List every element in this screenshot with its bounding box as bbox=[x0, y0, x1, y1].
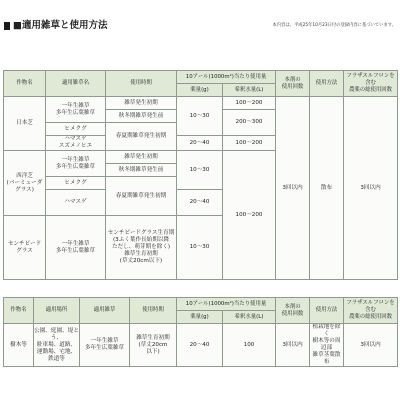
col-header-place: 適用場所 bbox=[34, 298, 80, 324]
water-cell: 200〜300 bbox=[223, 110, 276, 136]
usage-table-turf bbox=[3, 70, 398, 280]
drug-cell: 10〜30 bbox=[177, 97, 223, 136]
crop-cell: 西洋芝 (バーミューダ グラス) bbox=[4, 151, 46, 216]
registration-note: 本内容は、平成25年10月23日付の登録内容に基づいています。 bbox=[272, 23, 396, 28]
timing-cell: 春夏期雑草発生初期 bbox=[106, 123, 177, 151]
col-header-weeds: 適用雑草 bbox=[80, 298, 130, 324]
table-header-row bbox=[4, 71, 398, 84]
timing-cell: センチピードグラス生育期 (3ふく葉作長始期以降 ただし、萌芽期を除く) 雑草生育初期 (草丈20cm以下) bbox=[106, 216, 177, 280]
timing-cell: 雑草生育初期 (草丈20cm 以下) bbox=[130, 324, 177, 367]
drug-cell: 20〜40 bbox=[177, 190, 223, 216]
section-title: ■適用雑草と使用方法 bbox=[13, 20, 108, 31]
weeds-cell: 一年生雑草 多年生広葉雑草 bbox=[80, 324, 130, 367]
drug-cell: 10〜30 bbox=[177, 151, 223, 190]
water-cell: 100 bbox=[223, 324, 276, 367]
water-cell: 100〜200 bbox=[223, 136, 276, 151]
col-header-total: フラザスルフロンを含む 農薬の総使用回数 bbox=[344, 298, 398, 324]
table-header-row bbox=[4, 298, 398, 311]
col-header-method: 使用方法 bbox=[310, 71, 344, 97]
timing-cell: 雑草発生初期 bbox=[106, 97, 177, 110]
timing-cell: 秋冬期雑草発生前 bbox=[106, 110, 177, 123]
table-row bbox=[4, 324, 398, 367]
timing-cell: 春夏期雑草発生初期 bbox=[106, 177, 177, 216]
crop-cell: 日本芝 bbox=[4, 97, 46, 151]
col-header-per10a: 10アール(1000m²)当たり使用量 bbox=[177, 71, 276, 84]
crop-cell: センチピード グラス bbox=[4, 216, 46, 280]
timing-cell: 雑草発生初期 bbox=[106, 151, 177, 164]
place-cell: 公園、庭園、堤とう、 駐車場、道路、 運動場、宅地、 鉄道等 bbox=[34, 324, 80, 367]
square-bullet-icon bbox=[4, 22, 10, 30]
col-header-times: 本剤の 使用回数 bbox=[276, 71, 310, 97]
col-header-water: 希釈水量(L) bbox=[223, 84, 276, 97]
crop-cell: 樹木等 bbox=[4, 324, 34, 367]
weeds-cell: 一年生雑草 多年生広葉雑草 bbox=[46, 216, 106, 280]
total-cell: 3回以内 bbox=[344, 324, 398, 367]
weeds-cell: 一年生雑草 多年生広葉雑草 bbox=[46, 97, 106, 123]
drug-cell: 20〜40 bbox=[177, 324, 223, 367]
col-header-per10a: 10アール(1000m²)当たり使用量 bbox=[177, 298, 276, 311]
usage-table-trees bbox=[3, 297, 398, 367]
water-cell: 100〜200 bbox=[223, 97, 276, 110]
section-header bbox=[4, 20, 396, 34]
total-cell: 3回以内 bbox=[344, 97, 398, 280]
water-cell: 100〜200 bbox=[223, 151, 276, 280]
times-cell: 3回以内 bbox=[276, 324, 310, 367]
col-header-drug: 薬量(g) bbox=[177, 84, 223, 97]
weeds-cell: ハマスゲ bbox=[46, 190, 106, 216]
weeds-cell: ヒメクグ bbox=[46, 123, 106, 136]
method-cell: 植栽地を除く 樹木等の周辺部 雑草茎葉散布 bbox=[310, 324, 344, 367]
col-header-drug: 薬量(g) bbox=[177, 311, 223, 324]
col-header-crop: 作物名 bbox=[4, 71, 46, 97]
drug-cell: 10〜30 bbox=[177, 216, 223, 280]
weeds-cell: 一年生雑草 多年生広葉雑草 bbox=[46, 151, 106, 177]
table-row bbox=[4, 97, 398, 110]
times-cell: 3回以内 bbox=[276, 97, 310, 280]
col-header-times: 本剤の 使用回数 bbox=[276, 298, 310, 324]
col-header-weeds: 適用雑草名 bbox=[46, 71, 106, 97]
col-header-total: フラザスルフロンを含む 農薬の総使用回数 bbox=[344, 71, 398, 97]
drug-cell: 20〜40 bbox=[177, 136, 223, 151]
col-header-method: 使用方法 bbox=[310, 298, 344, 324]
weeds-cell: ハマスゲ スズメノヒエ bbox=[46, 136, 106, 151]
col-header-water: 希釈水量(L) bbox=[223, 311, 276, 324]
timing-cell: 秋冬期雑草発生前 bbox=[106, 164, 177, 177]
weeds-cell: ヒメクグ bbox=[46, 177, 106, 190]
method-cell: 散布 bbox=[310, 97, 344, 280]
col-header-timing: 使用時期 bbox=[106, 71, 177, 97]
col-header-timing: 使用時期 bbox=[130, 298, 177, 324]
col-header-crop: 作物名 bbox=[4, 298, 34, 324]
